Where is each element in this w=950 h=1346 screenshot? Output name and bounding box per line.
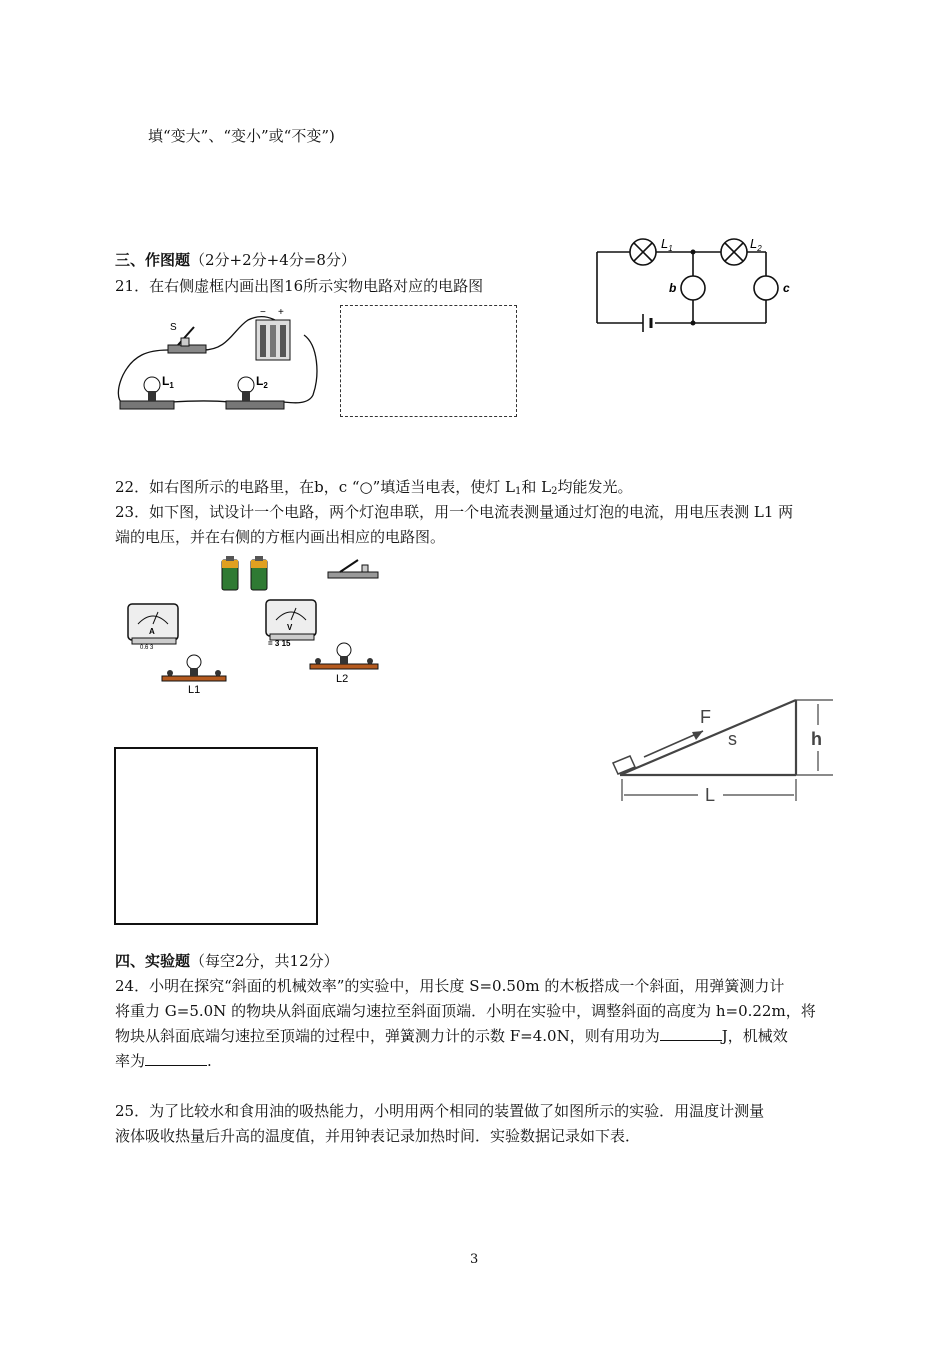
svg-text:−: − [260, 307, 266, 318]
section4-heading [115, 951, 339, 971]
useful-work-blank[interactable] [660, 1026, 722, 1041]
svg-text:+: + [278, 307, 284, 318]
label-c: c [783, 281, 790, 295]
svg-text:L2: L2 [336, 673, 349, 685]
dashed-answer-box[interactable] [340, 305, 517, 417]
q25-line1: 25．为了比较水和食用油的吸热能力，小明用两个相同的装置做了如图所示的实验．用温度计测量 [115, 1102, 765, 1120]
section3-score: （2分+2分+4分=8分） [190, 251, 356, 269]
q24-line3: 物块从斜面底端匀速拉至顶端的过程中，弹簧测力计的示数 F=4.0N，则有用功为 J，机械效 [115, 1027, 788, 1045]
q25-line2: 液体吸收热量后升高的温度值，并用钟表记录加热时间．实验数据记录如下表． [115, 1127, 641, 1145]
answer-box[interactable] [114, 747, 318, 925]
meter-b-circle [681, 276, 705, 300]
switch-component [328, 560, 378, 578]
label-L2: $L_2$ [750, 236, 762, 253]
meter-c-circle [754, 276, 778, 300]
svg-text:0.6 3: 0.6 3 [140, 645, 154, 651]
lamp-L2-symbol [721, 239, 747, 265]
svg-text:V: V [287, 623, 293, 632]
voltmeter-component [266, 600, 316, 648]
label-L1: $L_1$ [661, 236, 673, 253]
circuit-diagram-bc [585, 228, 800, 340]
label-phys-L1: $L_1$ [162, 374, 174, 390]
incline-figure [608, 695, 838, 810]
svg-text:A: A [149, 627, 155, 636]
section3-heading [115, 250, 356, 270]
efficiency-blank[interactable] [145, 1051, 207, 1066]
q20-tail: 填“变大”、“变小”或“不变”) [148, 127, 335, 145]
section4-score: （每空2分，共12分） [190, 952, 339, 970]
q24-line2: 将重力 G=5.0N 的物块从斜面底端匀速拉至斜面顶端．小明在实验中，调整斜面的高度为 h=0.22m，将 [115, 1002, 816, 1020]
lamp-L1-component [162, 655, 226, 696]
label-h: h [811, 729, 822, 749]
label-b: b [669, 281, 677, 295]
physical-circuit-figure [108, 305, 328, 415]
lamp-L2-component [310, 643, 378, 685]
q23-line2: 端的电压，并在右侧的方框内画出相应的电路图。 [115, 528, 446, 546]
components-figure [118, 552, 388, 697]
label-L: L [705, 785, 716, 805]
page-number: 3 [470, 1252, 479, 1267]
label-F: F [700, 707, 711, 727]
lamp-L1-symbol [630, 239, 656, 265]
svg-text:= 3 15: = 3 15 [268, 639, 291, 648]
section3-title: 三、作图题 [115, 251, 191, 269]
q24-line1: 24．小明在探究“斜面的机械效率”的实验中，用长度 S=0.50m 的木板搭成一个斜面，用弹簧测力计 [115, 977, 785, 995]
label-s: s [728, 729, 737, 749]
label-S: S [170, 322, 177, 333]
q22-text: 22．如右图所示的电路里，在b，c “○”填适当电表，使灯 $L_1$和 $L_2$均能发光。 [115, 478, 633, 497]
label-phys-L2: $L_2$ [256, 374, 268, 390]
q21-text: 21．在右侧虚框内画出图16所示实物电路对应的电路图 [115, 277, 484, 295]
ammeter-component [128, 604, 178, 651]
svg-text:L1: L1 [188, 684, 201, 696]
q23-line1: 23．如下图，试设计一个电路，两个灯泡串联，用一个电流表测量通过灯泡的电流，用电压表测 L1 两 [115, 503, 794, 521]
battery-cells [222, 556, 267, 590]
q24-line4: 率为 . [115, 1052, 212, 1070]
section4-title: 四、实验题 [115, 952, 191, 970]
